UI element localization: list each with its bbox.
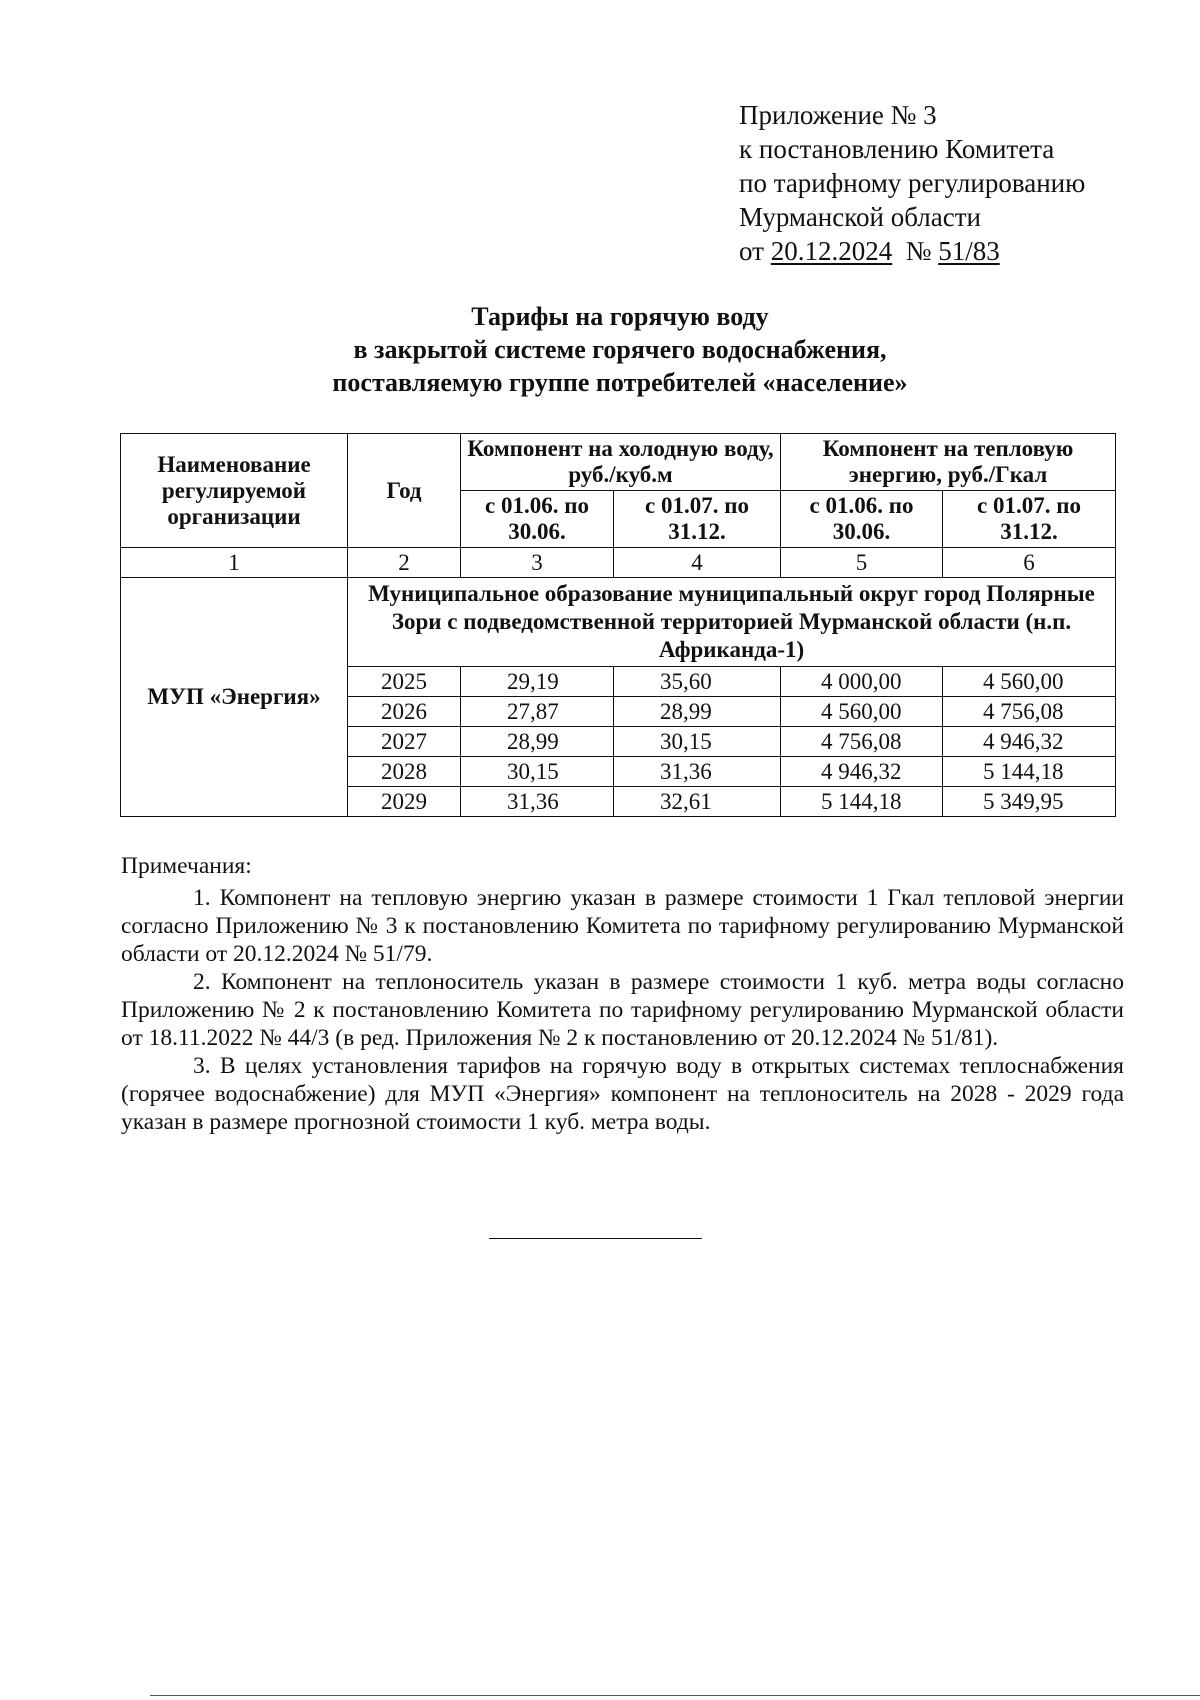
heat-jul-cell: 4 946,32 bbox=[943, 727, 1116, 757]
number-prefix: № bbox=[905, 236, 932, 266]
year-cell: 2025 bbox=[348, 667, 461, 697]
cold-jun-cell: 29,19 bbox=[461, 667, 614, 697]
appendix-header bbox=[739, 98, 1085, 268]
header-period-heat-jul: с 01.07. по 31.12. bbox=[943, 491, 1116, 548]
column-number: 1 bbox=[121, 548, 348, 578]
page-bottom-rule bbox=[150, 1695, 1200, 1696]
header-organization: Наименование регулируемой организации bbox=[121, 434, 348, 548]
note-item: 3. В целях установления тарифов на горячую воду в открытых системах теплоснабжения (горячее водоснабжение) для МУП «Энергия» компонент на теплоноситель на 2028 - 2029 года указан в размере прогнозной стоимости 1 куб. метра воды. bbox=[121, 1053, 1124, 1135]
heat-jul-cell: 4 756,08 bbox=[943, 697, 1116, 727]
year-cell: 2027 bbox=[348, 727, 461, 757]
header-thermal-energy: Компонент на тепловую энергию, руб./Гкал bbox=[781, 434, 1116, 491]
column-number: 6 bbox=[943, 548, 1116, 578]
heat-jun-cell: 4 946,32 bbox=[781, 757, 943, 787]
resolution-date: 20.12.2024 bbox=[770, 236, 893, 266]
column-number: 4 bbox=[614, 548, 781, 578]
note-item: 1. Компонент на тепловую энергию указан в размере стоимости 1 Гкал тепловой энергии согласно Приложению № 3 к постановлению Комитета по тарифному регулированию Мурманской области от 20.12.2024 № 51/79. bbox=[121, 885, 1124, 967]
title-line-3: поставляемую группе потребителей «население» bbox=[332, 368, 908, 397]
header-period-cold-jul: с 01.07. по 31.12. bbox=[614, 491, 781, 548]
cold-jun-cell: 27,87 bbox=[461, 697, 614, 727]
date-prefix: от bbox=[739, 236, 764, 266]
document-title bbox=[0, 300, 1200, 399]
column-number: 5 bbox=[781, 548, 943, 578]
cold-jul-cell: 35,60 bbox=[614, 667, 781, 697]
notes-section bbox=[121, 852, 1124, 1136]
header-period-cold-jun: с 01.06. по 30.06. bbox=[461, 491, 614, 548]
heat-jun-cell: 5 144,18 bbox=[781, 787, 943, 817]
cold-jul-cell: 32,61 bbox=[614, 787, 781, 817]
year-cell: 2026 bbox=[348, 697, 461, 727]
header-row bbox=[121, 434, 1116, 491]
header-year: Год bbox=[348, 434, 461, 548]
note-item: 2. Компонент на теплоноситель указан в размере стоимости 1 куб. метра воды согласно Приложению № 2 к постановлению Комитета по тарифному регулированию Мурманской области от 18.11.2022 № 44/3 (в ред. Приложения № 2 к постановлению от 20.12.2024 № 51/81). bbox=[121, 969, 1124, 1051]
appendix-line-1: Приложение № 3 bbox=[739, 100, 937, 130]
heat-jun-cell: 4 000,00 bbox=[781, 667, 943, 697]
tariff-table bbox=[120, 433, 1116, 817]
appendix-date-line bbox=[739, 234, 1085, 268]
cold-jul-cell: 28,99 bbox=[614, 697, 781, 727]
cold-jun-cell: 28,99 bbox=[461, 727, 614, 757]
heat-jul-cell: 5 349,95 bbox=[943, 787, 1116, 817]
appendix-line-4: Мурманской области bbox=[739, 202, 981, 232]
cold-jul-cell: 30,15 bbox=[614, 727, 781, 757]
column-number: 2 bbox=[348, 548, 461, 578]
municipality-row bbox=[121, 578, 1116, 667]
heat-jul-cell: 5 144,18 bbox=[943, 757, 1116, 787]
resolution-number: 51/83 bbox=[938, 236, 1000, 266]
appendix-line-3: по тарифному регулированию bbox=[739, 168, 1086, 198]
heat-jun-cell: 4 560,00 bbox=[781, 697, 943, 727]
title-line-2: в закрытой системе горячего водоснабжения, bbox=[353, 335, 887, 364]
cold-jun-cell: 31,36 bbox=[461, 787, 614, 817]
appendix-line-2: к постановлению Комитета bbox=[739, 134, 1055, 164]
title-line-1: Тарифы на горячую воду bbox=[471, 302, 769, 331]
closing-rule bbox=[489, 1238, 702, 1239]
header-period-heat-jun: с 01.06. по 30.06. bbox=[781, 491, 943, 548]
cold-jul-cell: 31,36 bbox=[614, 757, 781, 787]
cold-jun-cell: 30,15 bbox=[461, 757, 614, 787]
column-number: 3 bbox=[461, 548, 614, 578]
organization-name: МУП «Энергия» bbox=[121, 578, 348, 817]
year-cell: 2029 bbox=[348, 787, 461, 817]
notes-heading: Примечания: bbox=[121, 853, 252, 879]
header-cold-water: Компонент на холодную воду, руб./куб.м bbox=[461, 434, 781, 491]
municipality-name: Муниципальное образование муниципальный округ город Полярные Зори с подведомственной территорией Мурманской области (н.п. Африканда-1) bbox=[348, 578, 1116, 667]
heat-jun-cell: 4 756,08 bbox=[781, 727, 943, 757]
column-number-row bbox=[121, 548, 1116, 578]
heat-jul-cell: 4 560,00 bbox=[943, 667, 1116, 697]
year-cell: 2028 bbox=[348, 757, 461, 787]
